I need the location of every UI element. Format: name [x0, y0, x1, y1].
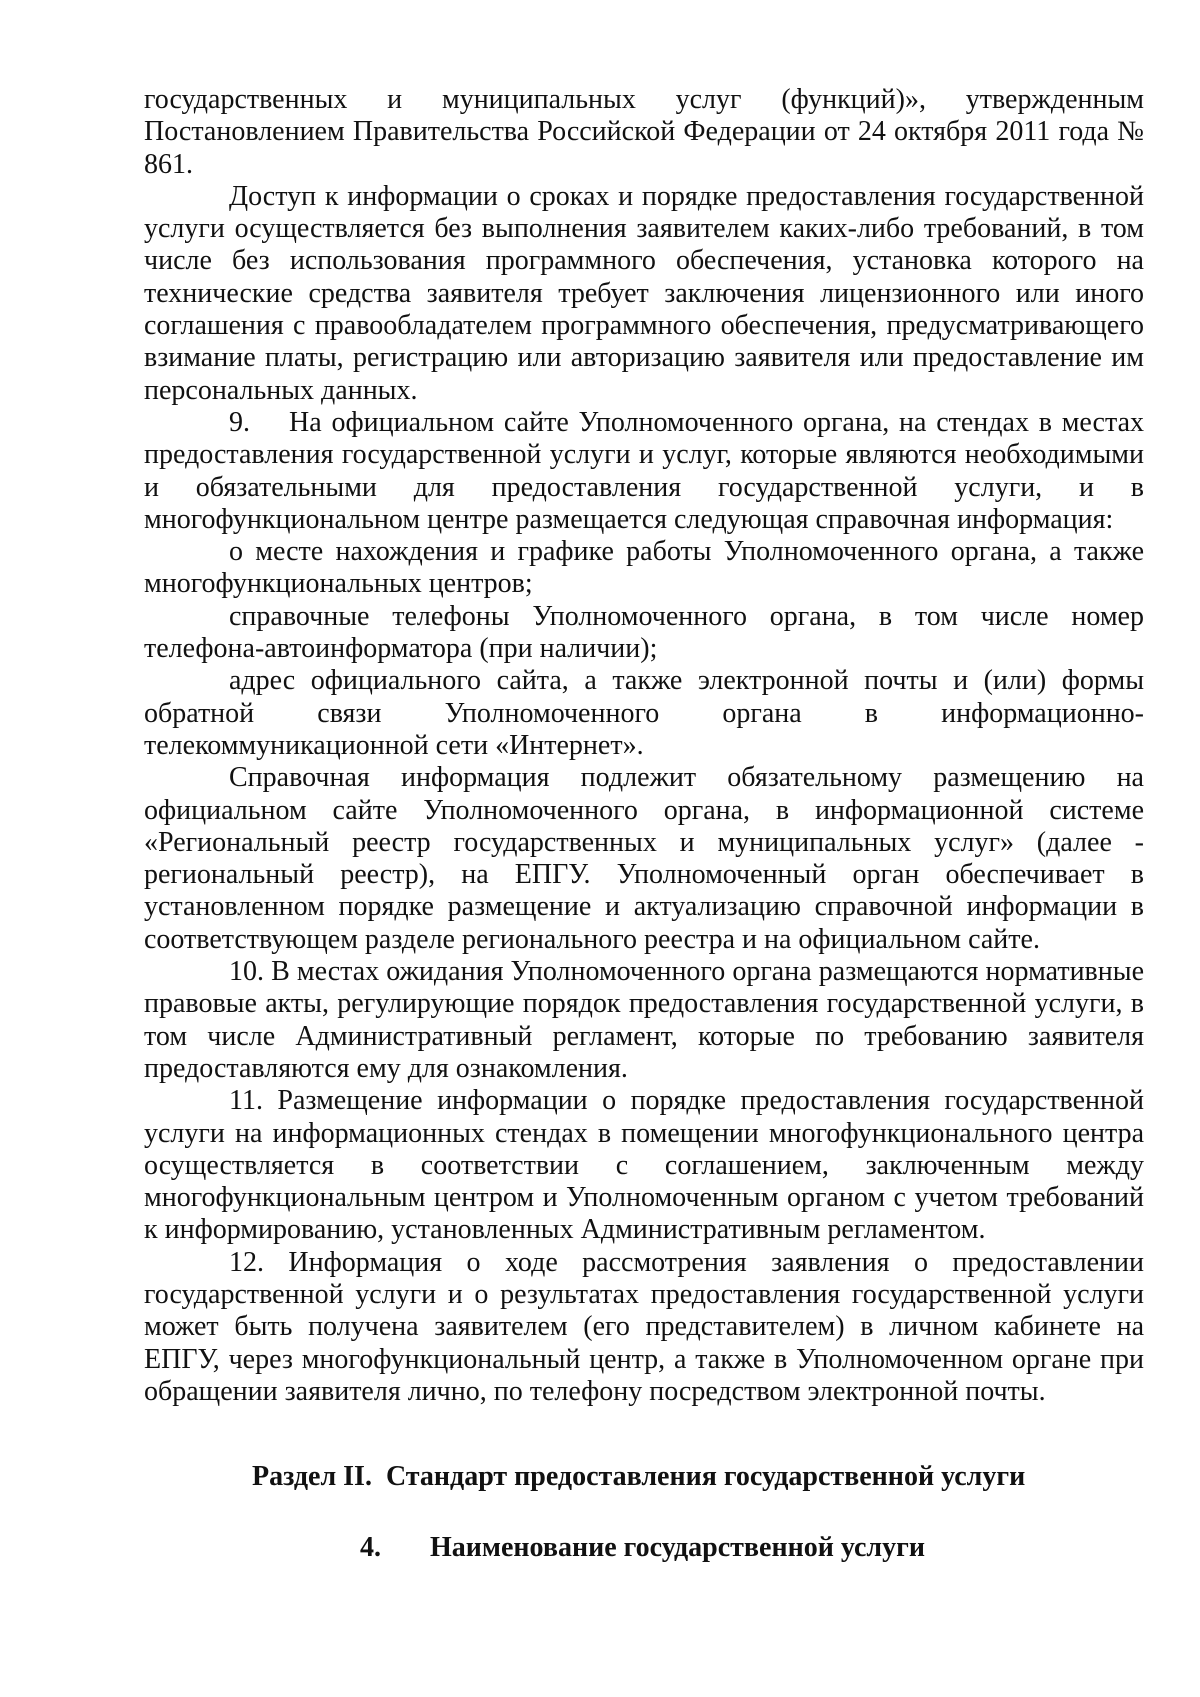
paragraph-4: о месте нахождения и графике работы Уполномоченного органа, а также многофункциональных центров; [144, 536, 1144, 600]
paragraph-9: 11. Размещение информации о порядке предоставления государственной услуги на информационных стендах в помещении многофункционального центра осуществляется в соответствии с соглашением, заключенным между многофункциональным центром и Уполномоченным органом с учетом требований к информированию, установленных Административным регламентом. [144, 1085, 1144, 1246]
paragraph-6: адрес официального сайта, а также электронной почты и (или) формы обратной связи Уполномоченного органа в информационно-телекоммуникационной сети «Интернет». [144, 665, 1144, 761]
subsection-heading [360, 1532, 925, 1564]
subsection-number: 4. [360, 1532, 381, 1563]
subsection-title-text: Наименование государственной услуги [430, 1532, 925, 1563]
section-heading: Раздел II. Стандарт предоставления государственной услуги [252, 1461, 1026, 1492]
paragraph-2: Доступ к информации о сроках и порядке предоставления государственной услуги осуществляется без выполнения заявителем каких-либо требований, в том числе без использования программного обеспечения, установка которого на технические средства заявителя требует заключения лицензионного или иного соглашения с правообладателем программного обеспечения, предусматривающего взимание платы, регистрацию или авторизацию заявителя или предоставление им персональных данных. [144, 180, 1144, 406]
paragraph-1: государственных и муниципальных услуг (функций)», утвержденным Постановлением Правительства Российской Федерации от 24 октября 2011 года № 861. [144, 84, 1144, 180]
paragraph-7: Справочная информация подлежит обязательному размещению на официальном сайте Уполномоченного органа, в информационной системе «Региональный реестр государственных и муниципальных услуг» (далее - региональный реестр), на ЕПГУ. Уполномоченный орган обеспечивает в установленном порядке размещение и актуализацию справочной информации в соответствующем разделе регионального реестра и на официальном сайте. [144, 762, 1144, 955]
paragraph-5: справочные телефоны Уполномоченного органа, в том числе номер телефона-автоинформатора (при наличии); [144, 600, 1144, 665]
paragraph-10: 12. Информация о ходе рассмотрения заявления о предоставлении государственной услуги и о результатах предоставления государственной услуги может быть получена заявителем (его представителем) в личном кабинете на ЕПГУ, через многофункциональный центр, а также в Уполномоченном органе при обращении заявителя лично, по телефону посредством электронной почты. [144, 1246, 1144, 1407]
paragraph-8: 10. В местах ожидания Уполномоченного органа размещаются нормативные правовые акты, регулирующие порядок предоставления государственной услуги, в том числе Административный регламент, которые по требованию заявителя предоставляются ему для ознакомления. [144, 956, 1144, 1084]
document-body [144, 84, 1144, 1408]
paragraph-3: 9. На официальном сайте Уполномоченного органа, на стендах в местах предоставления государственной услуги и услуг, которые являются необходимыми и обязательными для предоставления государственной услуги, и в многофункциональном центре размещается следующая справочная информация: [144, 406, 1144, 535]
